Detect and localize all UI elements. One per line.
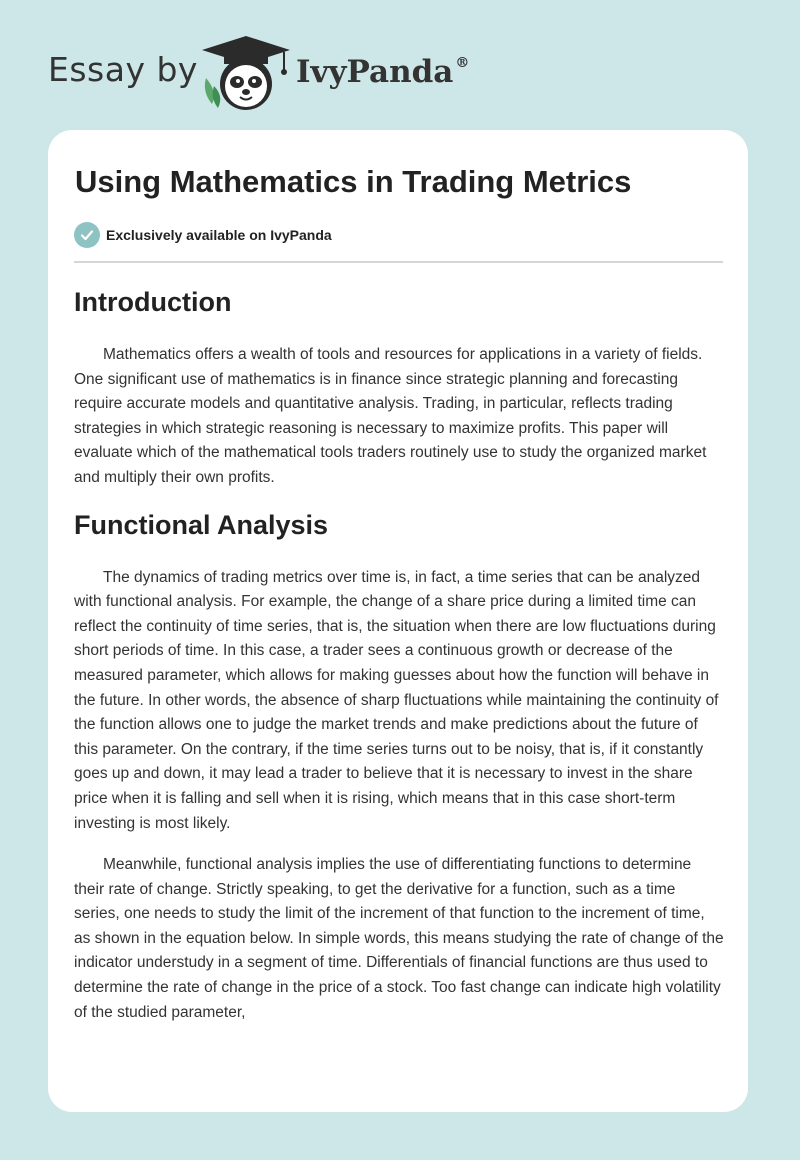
brand-logo-text: IvyPanda ® <box>296 54 470 90</box>
exclusive-badge-label: Exclusively available on IvyPanda <box>106 227 332 243</box>
check-circle-icon <box>74 222 100 248</box>
paragraph: Meanwhile, functional analysis implies the use of differentiating functions to determine their rate of change. Strictly speaking, to get the derivative for a function, such as a time series, one needs to study the limit of the increment of that function to the increment of time, as shown in the equation below. In simple words, this means studying the rate of change of the indicator understudy in a segment of time. Differentials of financial functions are thus used to determine the rate of change in the price of a stock. Too fast change can indicate high volatility of the studied parameter, <box>74 856 724 1021</box>
title-divider <box>74 261 723 263</box>
exclusive-badge <box>74 222 332 248</box>
site-header <box>0 0 800 130</box>
page-title: Using Mathematics in Trading Metrics <box>75 164 632 199</box>
section-heading-functional-analysis: Functional Analysis <box>74 509 329 540</box>
paragraph: The dynamics of trading metrics over time is, in fact, a time series that can be analyzed with functional analysis. For example, the change of a share price during a limited time can reflect the continuity of time series, that is, the situation when there are low fluctuations during short periods of time. In this case, a trader sees a continuous growth or decrease of the measured parameter, which allows for making guesses about how the function will behave in the future. In other words, the absence of sharp fluctuations while maintaining the continuity of the function allows one to judge the market trends and make predictions about the future of this parameter. On the contrary, if the time series turns out to be noisy, that is, if it constantly goes up and down, it may lead a trader to believe that it is necessary to invest in the share price when it is falling and sell when it is rising, which means that in this case short-term investing is most likely. <box>74 568 719 832</box>
panda-graduate-icon <box>200 34 292 112</box>
paragraph: Mathematics offers a wealth of tools and resources for applications in a variety of fields. One significant use of mathematics is in finance since strategic planning and forecasting require accurate models and quantitative analysis. Trading, in particular, reflects trading strategies in which strategic reasoning is necessary to maximize profits. This paper will evaluate which of the mathematical tools traders routinely use to study the organized market and multiply their own profits. <box>74 346 707 486</box>
essay-card <box>48 130 748 1112</box>
essay-by-label: Essay by <box>48 50 198 89</box>
essay-body <box>74 280 724 1025</box>
section-heading-introduction: Introduction <box>74 287 232 317</box>
